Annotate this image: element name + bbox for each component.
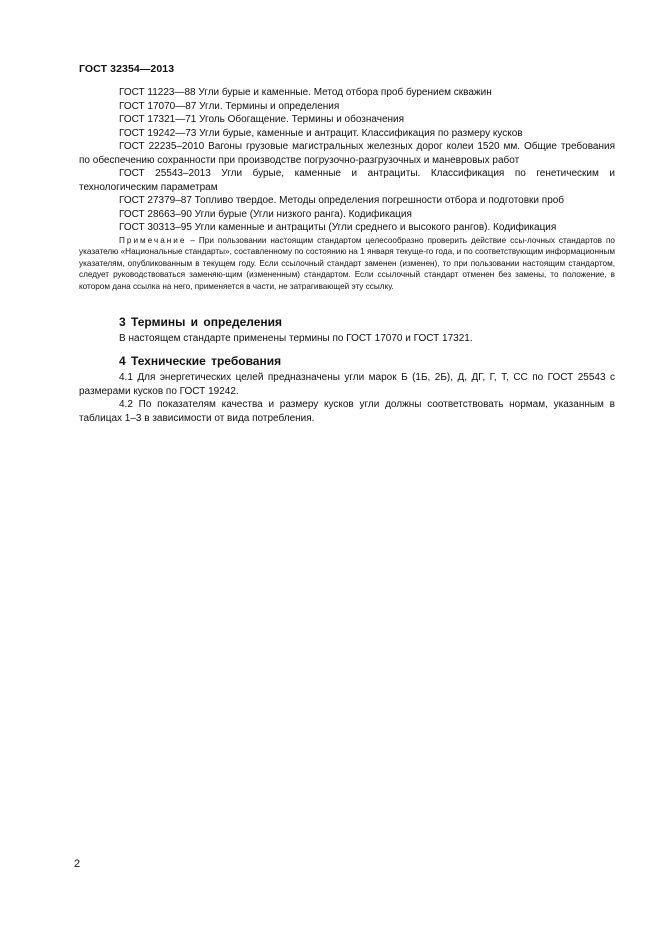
document-code-header: ГОСТ 32354—2013 — [79, 63, 175, 75]
normative-references-list — [79, 86, 615, 292]
section-3-text: В настоящем стандарте применены термины по ГОСТ 17070 и ГОСТ 17321. — [119, 333, 473, 344]
note-label: Примечание — [119, 235, 187, 245]
reference-item: ГОСТ 22235–2010 Вагоны грузовые магистральных железных дорог колеи 1520 мм. Общие требования по обеспечению сохранности при производстве погрузочно-разгрузочных и маневровых работ — [79, 141, 615, 166]
references-note — [79, 235, 615, 293]
reference-item: ГОСТ 11223—88 Угли бурые и каменные. Метод отбора проб бурением скважин — [119, 87, 492, 98]
note-text: – При пользовании настоящим стандартом целесообразно проверить действие ссы-лочных стандартов по указателю «Национальные стандарты», составленному по состоянию на 1 января текуще-го года, и по соответствующим информационным указателям, опубликованным в текущем году. Если ссылочный стандарт заменен (изменен), то при пользовании настоящим стандартом, следует руководствоваться заменяю-щим (измененным) стандартом. Если ссылочный стандарт отменен без замены, то положение, в котором дана ссылка на него, применяется в части, не затрагивающей эту ссылку. — [79, 235, 615, 291]
reference-item: ГОСТ 17321—71 Уголь Обогащение. Термины и обозначения — [119, 114, 405, 125]
section-4-paragraph-2: 4.2 По показателям качества и размеру кусков угли должны соответствовать нормам, указанным в таблицах 1–3 в зависимости от вида потребления. — [79, 399, 615, 424]
section-4 — [79, 354, 615, 425]
reference-item: ГОСТ 17070—87 Угли. Термины и определения — [119, 100, 340, 112]
page-number: 2 — [74, 858, 81, 870]
section-3-heading: 3 Термины и определения — [119, 315, 283, 329]
reference-item: ГОСТ 25543–2013 Угли бурые, каменные и антрациты. Классификация по генетическим и технологическим параметрам — [79, 168, 615, 193]
reference-item: ГОСТ 28663–90 Угли бурые (Угли низкого ранга). Кодификация — [119, 208, 412, 220]
section-3 — [79, 315, 615, 346]
reference-item: ГОСТ 27379–87 Топливо твердое. Методы определения погрешности отбора и подготовки проб — [119, 195, 565, 206]
section-4-heading: 4 Технические требования — [119, 354, 282, 368]
reference-item: ГОСТ 19242—73 Угли бурые, каменные и антрацит. Классификация по размеру кусков — [119, 127, 523, 139]
reference-item: ГОСТ 30313–95 Угли каменные и антрациты (Угли среднего и высокого рангов). Кодификация — [119, 222, 557, 233]
section-4-paragraph-1: 4.1 Для энергетических целей предназначены угли марок Б (1Б, 2Б), Д, ДГ, Г, Т, СС по ГОСТ 25543 с размерами кусков по ГОСТ 19242. — [79, 372, 615, 397]
